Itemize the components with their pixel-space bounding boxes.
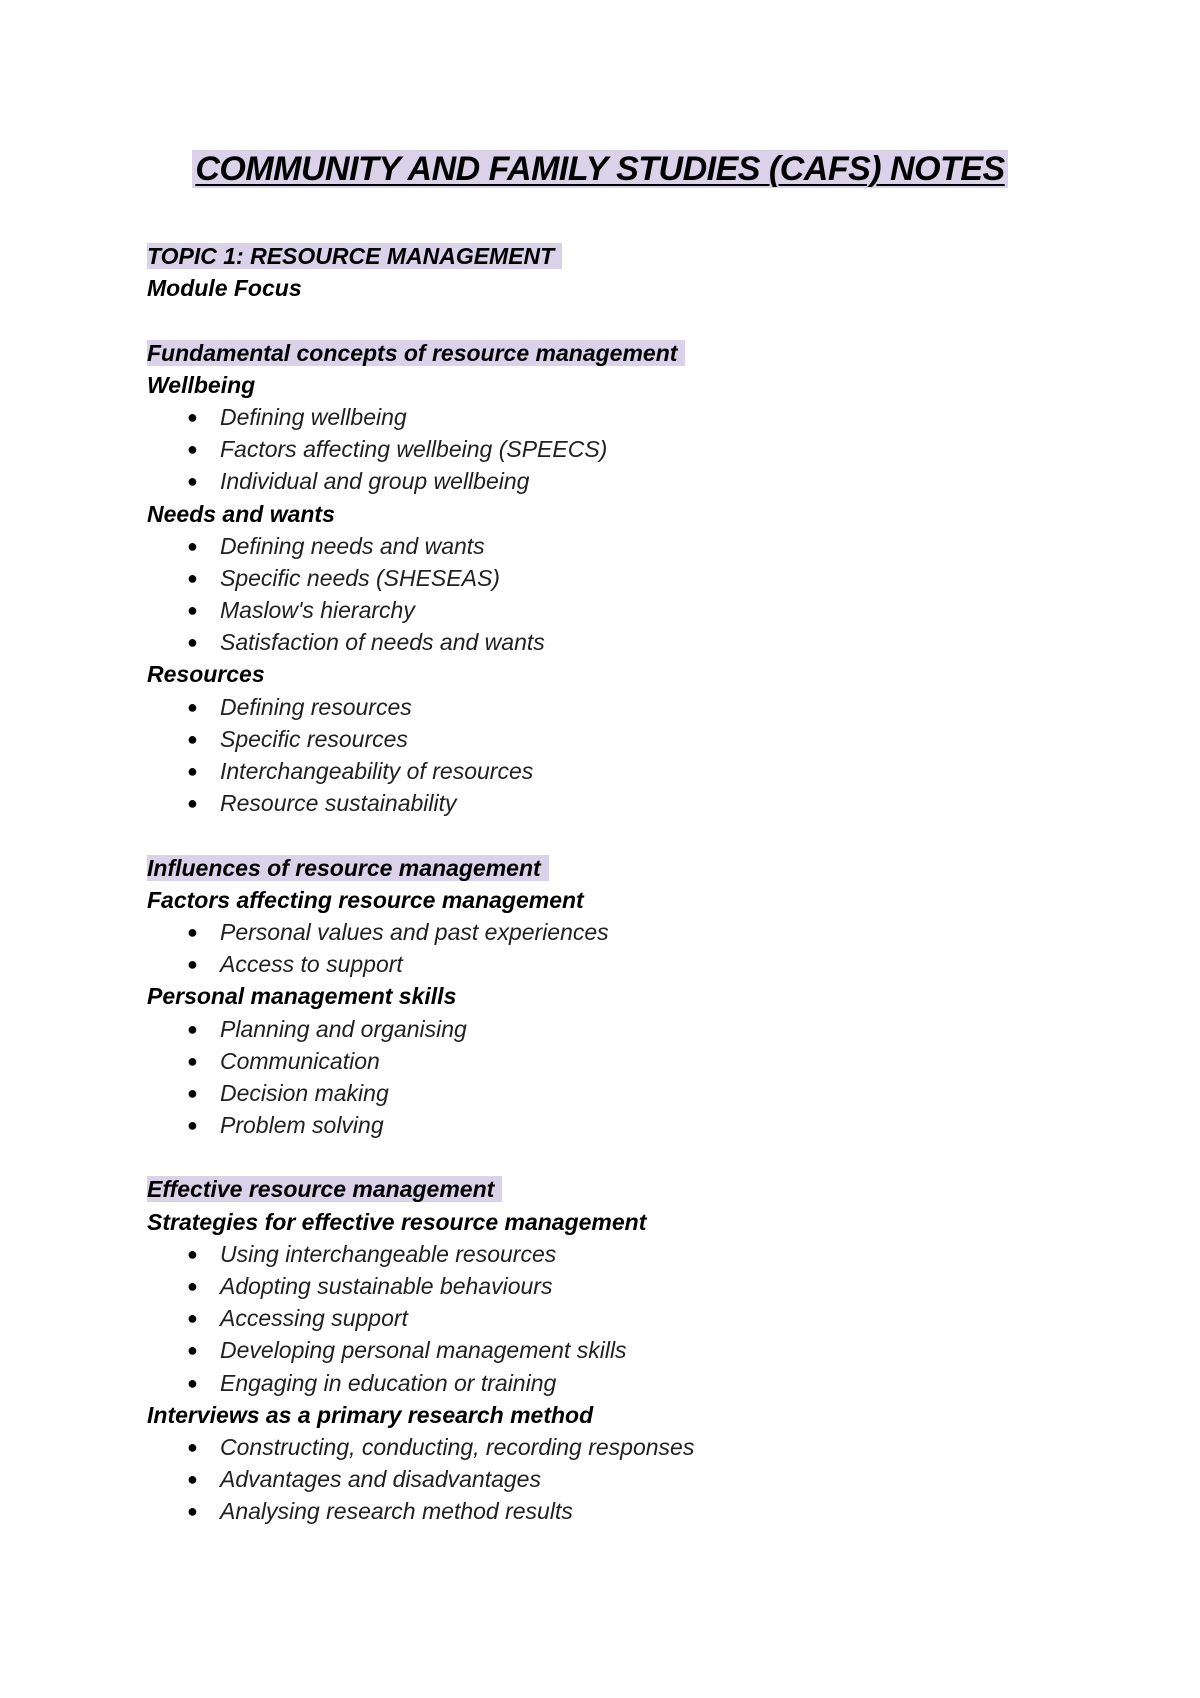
list-item: [147, 401, 1147, 433]
bullet-icon: ●: [187, 954, 198, 975]
list-item: [147, 1045, 1147, 1077]
list-item-text: Using interchangeable resources: [220, 1240, 557, 1267]
topic-heading: [147, 240, 1147, 272]
bullet-icon: ●: [187, 1501, 198, 1522]
list-item-text: Planning and organising: [220, 1015, 467, 1042]
subheading: Resources: [147, 661, 265, 688]
list-item: [147, 1109, 1147, 1141]
list-item: [147, 1238, 1147, 1270]
bullet-icon: ●: [187, 567, 198, 588]
list-item-text: Resource sustainability: [220, 790, 457, 817]
bullet-icon: ●: [187, 728, 198, 749]
bullet-icon: ●: [187, 761, 198, 781]
list-item-text: Engaging in education or training: [220, 1369, 557, 1396]
list-item-text: Developing personal management skills: [220, 1337, 627, 1364]
subheading: Wellbeing: [147, 371, 256, 398]
list-item: [147, 1302, 1147, 1334]
list-item-text: Defining wellbeing: [220, 403, 407, 430]
bullet-icon: ●: [187, 793, 198, 814]
module-focus-label: Module Focus: [147, 275, 302, 302]
bullet-icon: ●: [187, 471, 198, 492]
bullet-icon: ●: [187, 1276, 198, 1296]
bullet-icon: ●: [187, 1018, 198, 1039]
list-item-text: Accessing support: [220, 1305, 408, 1332]
bullet-icon: ●: [187, 406, 198, 427]
list-item: [147, 1367, 1147, 1399]
bullet-icon: ●: [187, 1436, 198, 1457]
subheading: Factors affecting resource management: [147, 886, 584, 913]
list-item: [147, 916, 1147, 948]
list-item: [147, 626, 1147, 658]
list-item-text: Problem solving: [220, 1112, 384, 1139]
topic-heading-text: TOPIC 1: RESOURCE MANAGEMENT: [147, 243, 562, 269]
list-item-text: Interchangeability of resources: [220, 758, 534, 784]
subheading: Personal management skills: [147, 983, 457, 1010]
list-item: [147, 530, 1147, 562]
section-heading-text: Fundamental concepts of resource management: [147, 340, 685, 366]
bullet-icon: ●: [187, 535, 198, 556]
document-title-text: COMMUNITY AND FAMILY STUDIES (CAFS) NOTES: [192, 150, 1007, 188]
list-item-text: Specific resources: [220, 725, 408, 752]
list-item-text: Personal values and past experiences: [220, 918, 609, 945]
list-item: [147, 1334, 1147, 1366]
subheading: Interviews as a primary research method: [147, 1401, 594, 1428]
list-item-text: Individual and group wellbeing: [220, 468, 530, 495]
list-item: [147, 691, 1147, 723]
list-item-text: Analysing research method results: [220, 1498, 573, 1525]
section-spacer: [147, 819, 1147, 851]
list-item-text: Adopting sustainable behaviours: [220, 1273, 553, 1299]
bullet-icon: ●: [187, 1243, 198, 1264]
bullet-icon: ●: [187, 632, 198, 653]
list-item: [147, 562, 1147, 594]
list-item-text: Communication: [220, 1047, 380, 1074]
list-item-text: Defining needs and wants: [220, 532, 485, 559]
bullet-icon: ●: [187, 1115, 198, 1136]
list-item: [147, 755, 1147, 787]
list-item-text: Maslow's hierarchy: [220, 597, 415, 624]
bullet-icon: ●: [187, 1308, 198, 1329]
list-item: [147, 1431, 1147, 1463]
list-item: [147, 1270, 1147, 1302]
list-item-text: Specific needs (SHESEAS): [220, 564, 500, 591]
list-item-text: Access to support: [220, 951, 403, 978]
list-item-text: Constructing, conducting, recording responses: [220, 1433, 695, 1460]
subheading: Strategies for effective resource management: [147, 1208, 647, 1235]
section-heading: [147, 1173, 1147, 1205]
bullet-icon: ●: [187, 1372, 198, 1393]
list-item: [147, 1463, 1147, 1495]
list-item: [147, 723, 1147, 755]
list-item: [147, 433, 1147, 465]
list-item: [147, 1495, 1147, 1527]
document-body: [147, 240, 1147, 1528]
bullet-icon: ●: [187, 921, 198, 942]
list-item: [147, 1077, 1147, 1109]
list-item: [147, 1013, 1147, 1045]
sections-container: [147, 304, 1147, 1527]
bullet-icon: ●: [187, 439, 198, 460]
list-item: [147, 787, 1147, 819]
list-item-text: Satisfaction of needs and wants: [220, 629, 545, 656]
list-item-text: Factors affecting wellbeing (SPEECS): [220, 436, 608, 463]
document-title: [0, 147, 1200, 191]
section-heading: [147, 852, 1147, 884]
list-item: [147, 948, 1147, 980]
bullet-icon: ●: [187, 600, 198, 621]
bullet-icon: ●: [187, 1340, 198, 1361]
list-item-text: Defining resources: [220, 693, 412, 720]
section-spacer: [147, 304, 1147, 336]
bullet-icon: ●: [187, 1050, 198, 1071]
list-item: [147, 594, 1147, 626]
section-spacer: [147, 1141, 1147, 1173]
bullet-icon: ●: [187, 1469, 198, 1490]
list-item-text: Decision making: [220, 1079, 389, 1106]
section-heading-text: Influences of resource management: [147, 855, 549, 881]
bullet-icon: ●: [187, 1082, 198, 1103]
section-heading-text: Effective resource management: [147, 1176, 502, 1202]
list-item-text: Advantages and disadvantages: [220, 1466, 541, 1493]
bullet-icon: ●: [187, 696, 198, 717]
list-item: [147, 465, 1147, 497]
subheading: Needs and wants: [147, 500, 335, 527]
section-heading: [147, 337, 1147, 369]
